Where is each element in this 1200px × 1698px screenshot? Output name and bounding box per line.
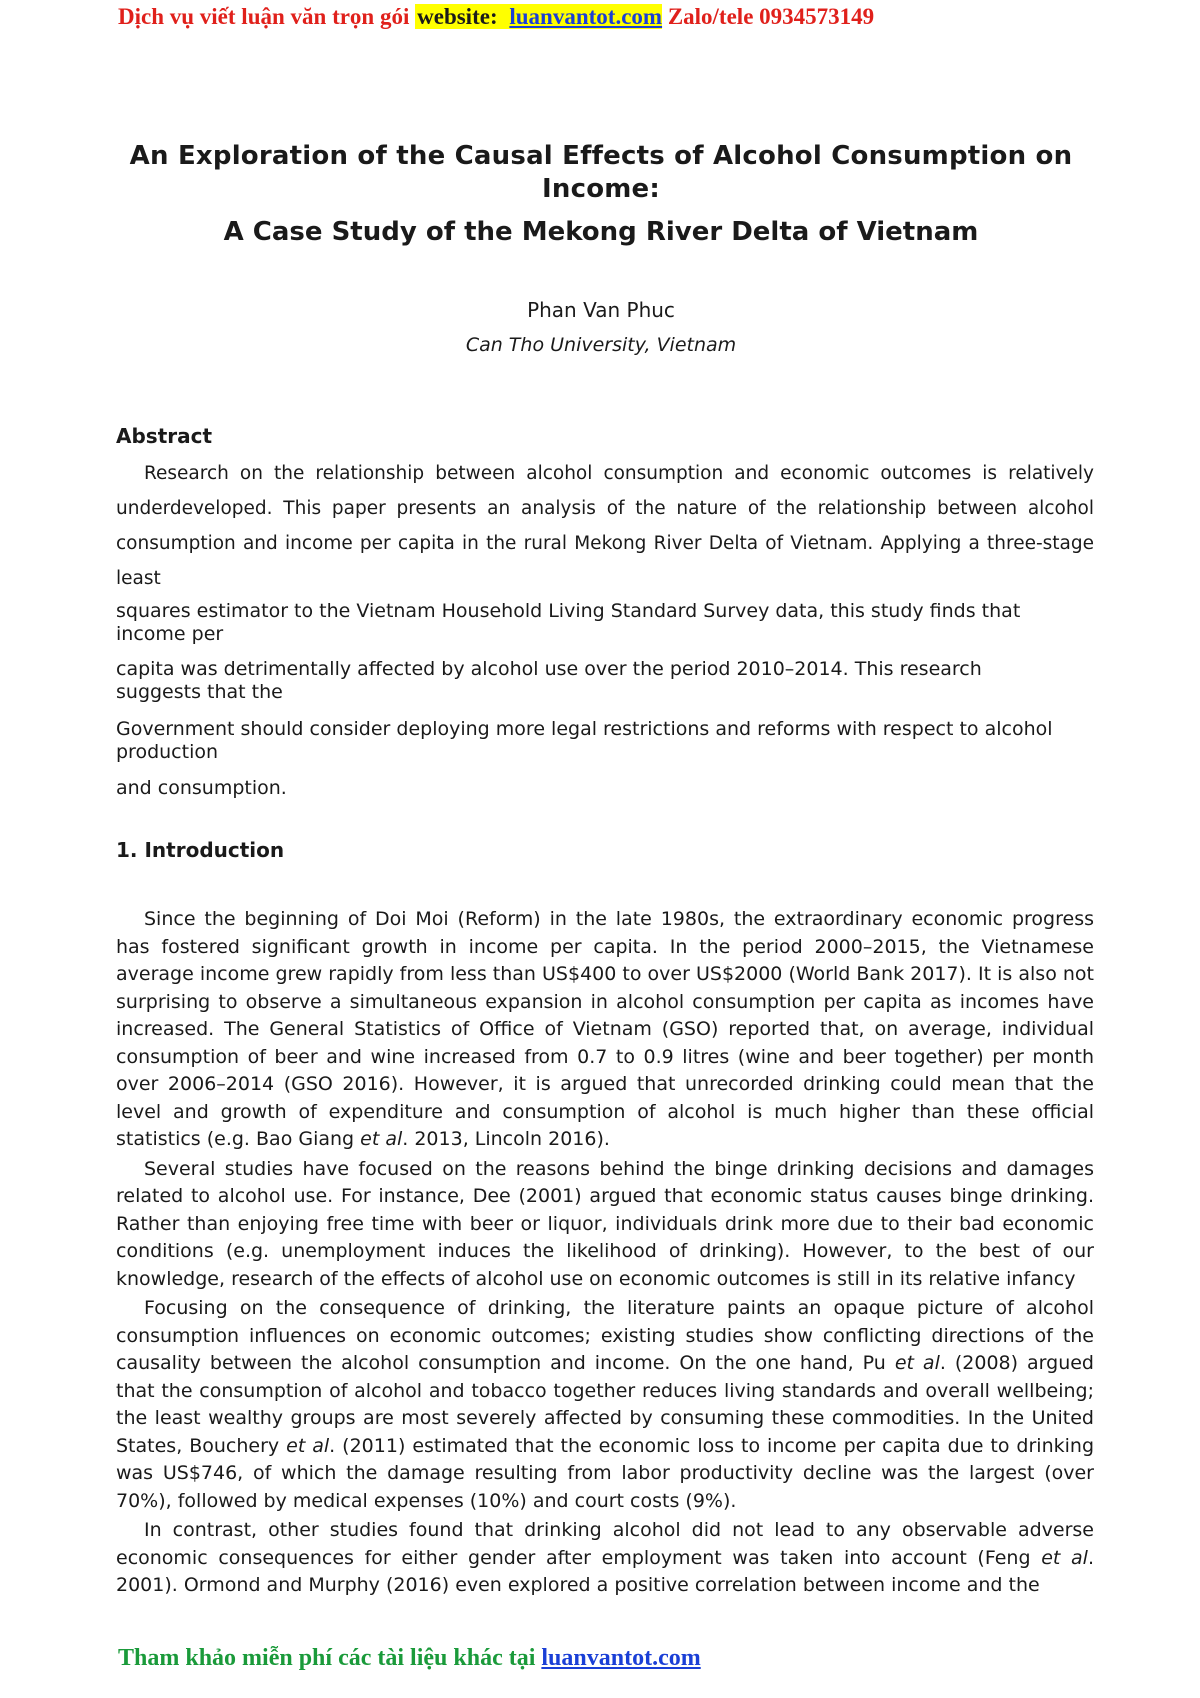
top-banner	[118, 2, 874, 32]
author-name: Phan Van Phuc	[527, 298, 675, 322]
section-heading-introduction: 1. Introduction	[116, 838, 285, 862]
paragraph: Since the beginning of Doi Moi (Reform) in the late 1980s, the extraordinary economic progress has fostered significant growth in income per capita. In the period 2000–2015, the Vietnamese average income grew rapidly from less than US$400 to over US$2000 (World Bank 2017). It is also not surprising to observe a simultaneous expansion in alcohol consumption per capita as incomes have increased. The General Statistics of Office of Vietnam (GSO) reported that, on average, individual consumption of beer and wine increased from 0.7 to 0.9 litres (wine and beer together) per month over 2006–2014 (GSO 2016). However, it is argued that unrecorded drinking could mean that the level and growth of expenditure and consumption of alcohol is much higher than these official statistics (e.g. Bao Giang et al. 2013, Lincoln 2016).	[116, 908, 1094, 1150]
introduction-body	[116, 906, 1094, 1602]
author-affiliation: Can Tho University, Vietnam	[465, 334, 737, 356]
abstract-line: capita was detrimentally affected by alcohol use over the period 2010–2014. This research suggests that the	[116, 658, 982, 703]
paper-subtitle: A Case Study of the Mekong River Delta of Vietnam	[223, 217, 979, 247]
abstract-line: and consumption.	[116, 777, 287, 799]
abstract-heading: Abstract	[116, 424, 213, 448]
paragraph: Several studies have focused on the reasons behind the binge drinking decisions and damages related to alcohol use. For instance, Dee (2001) argued that economic status causes binge drinking. Rather than enjoying free time with beer or liquor, individuals drink more due to their bad economic conditions (e.g. unemployment induces the likelihood of drinking). However, to the best of our knowledge, research of the effects of alcohol use on economic outcomes is still in its relative infancy	[116, 1157, 1094, 1290]
bottom-banner-link[interactable]: luanvantot.com	[541, 1645, 701, 1671]
banner-service-text: Dịch vụ viết luận văn trọn gói	[118, 4, 410, 29]
banner-website-link[interactable]: luanvantot.com	[509, 4, 663, 29]
abstract-paragraph	[116, 456, 1094, 596]
abstract-text: Research on the relationship between alcohol consumption and economic outcomes is relatively underdeveloped. This paper presents an analysis of the nature of the relationship between alcohol consumption and income per capita in the rural Mekong River Delta of Vietnam. Applying a three-stage least	[116, 463, 1094, 589]
paper-title: An Exploration of the Causal Effects of Alcohol Consumption on Income:	[129, 141, 1073, 204]
bottom-banner	[118, 1645, 701, 1672]
paragraph: Focusing on the consequence of drinking, the literature paints an opaque picture of alcohol consumption influences on economic outcomes; existing studies show conflicting directions of the causality between the alcohol consumption and income. On the one hand, Pu et al. (2008) argued that the consumption of alcohol and tobacco together reduces living standards and overall wellbeing; the least wealthy groups are most severely affected by consuming these commodities. In the United States, Bouchery et al. (2011) estimated that the economic loss to income per capita due to drinking was US$746, of which the damage resulting from labor productivity decline was the largest (over 70%), followed by medical expenses (10%) and court costs (9%).	[116, 1297, 1095, 1512]
abstract-line: Government should consider deploying more legal restrictions and reforms with respect to alcohol production	[116, 718, 1053, 763]
title-block	[116, 140, 1086, 249]
paragraph: In contrast, other studies found that drinking alcohol did not lead to any observable adverse economic consequences for either gender after employment was taken into account (Feng et al. 2001). Ormond and Murphy (2016) even explored a positive correlation between income and the	[116, 1519, 1094, 1596]
banner-contact: Zalo/tele 0934573149	[667, 4, 875, 29]
bottom-banner-text: Tham khảo miễn phí các tài liệu khác tại	[118, 1645, 536, 1671]
abstract-line: squares estimator to the Vietnam Household Living Standard Survey data, this study finds that income per	[116, 600, 1021, 645]
banner-website-label: website:	[417, 4, 498, 29]
